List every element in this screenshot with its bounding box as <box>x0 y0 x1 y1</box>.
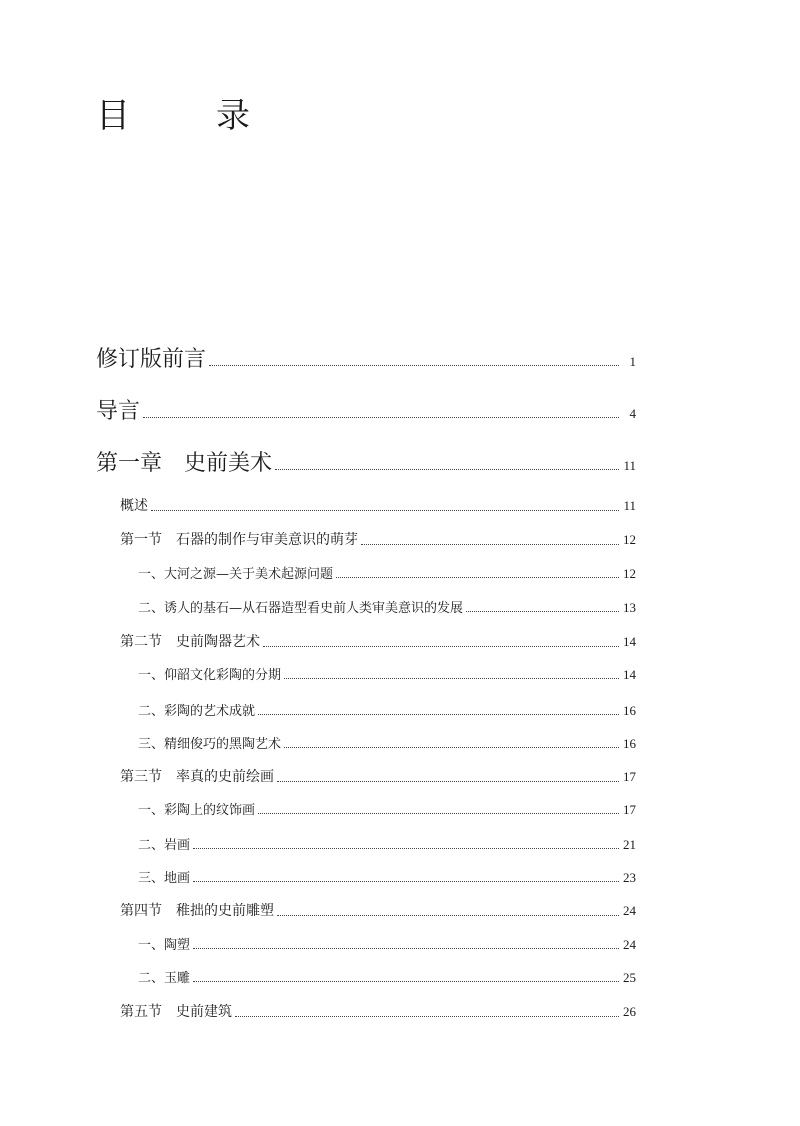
toc-entry-subsection[interactable] <box>138 563 636 582</box>
toc-entry-section-2[interactable] <box>120 631 636 651</box>
toc-entry-label: 第四节 稚拙的史前雕塑 <box>120 903 274 919</box>
toc-page-number: 1 <box>629 354 636 369</box>
toc-entry-label: 三、地画 <box>138 871 191 886</box>
dot-leader <box>466 610 619 612</box>
toc-entry-subsection[interactable] <box>138 867 636 886</box>
toc-page-number: 14 <box>623 667 636 682</box>
dot-leader <box>193 880 619 882</box>
dot-leader <box>258 713 619 715</box>
toc-entry-label: 一、大河之源—关于美术起源问题 <box>138 567 334 582</box>
toc-entry-label: 三、精细俊巧的黑陶艺术 <box>138 737 282 752</box>
toc-page-number: 17 <box>623 802 636 817</box>
toc-entry-label: 一、彩陶上的纹饰画 <box>138 803 256 818</box>
toc-entry-label: 修订版前言 <box>96 347 207 372</box>
dot-leader <box>193 947 619 949</box>
toc-entry-label: 二、诱人的基石—从石器造型看史前人类审美意识的发展 <box>138 601 464 616</box>
dot-leader <box>277 780 619 782</box>
toc-entry-chapter-1[interactable] <box>96 446 636 477</box>
dot-leader <box>209 364 619 366</box>
toc-entry-label: 二、岩画 <box>138 838 191 853</box>
dot-leader <box>284 677 619 679</box>
toc-page-number: 16 <box>623 703 636 718</box>
toc-entry-label: 一、仰韶文化彩陶的分期 <box>138 668 282 683</box>
toc-entry-subsection[interactable] <box>138 733 636 752</box>
toc-page-number: 13 <box>623 600 636 615</box>
toc-entry-label: 概述 <box>120 498 148 514</box>
toc-entry-introduction[interactable] <box>96 394 636 425</box>
toc-entry-label: 第一章 史前美术 <box>96 451 273 476</box>
toc-entry-preface[interactable] <box>96 342 636 373</box>
dot-leader <box>193 847 619 849</box>
toc-page-number: 11 <box>623 458 636 473</box>
dot-leader <box>235 1015 619 1017</box>
dot-leader <box>284 746 619 748</box>
toc-entry-subsection[interactable] <box>138 834 636 853</box>
toc-entry-subsection[interactable] <box>138 967 636 986</box>
toc-page-number: 16 <box>623 736 636 751</box>
toc-entry-label: 二、彩陶的艺术成就 <box>138 704 256 719</box>
toc-page-number: 24 <box>623 937 636 952</box>
dot-leader <box>336 576 619 578</box>
toc-entry-label: 二、玉雕 <box>138 971 191 986</box>
dot-leader <box>263 645 619 647</box>
toc-entry-section-4[interactable] <box>120 900 636 920</box>
dot-leader <box>151 509 619 511</box>
toc-entry-section-3[interactable] <box>120 766 636 786</box>
toc-entry-subsection[interactable] <box>138 597 636 616</box>
dot-leader <box>143 416 619 418</box>
toc-page-number: 26 <box>623 1004 636 1019</box>
dot-leader <box>193 980 619 982</box>
toc-page-number: 11 <box>623 498 636 513</box>
page-title: 目 录 <box>96 96 276 136</box>
dot-leader <box>258 812 619 814</box>
toc-page-number: 12 <box>623 532 636 547</box>
toc-entry-overview[interactable] <box>120 495 636 515</box>
toc-page-number: 25 <box>623 970 636 985</box>
toc-entry-label: 第一节 石器的制作与审美意识的萌芽 <box>120 532 358 548</box>
toc-entry-label: 第五节 史前建筑 <box>120 1004 232 1020</box>
toc-entry-label: 一、陶塑 <box>138 938 191 953</box>
toc-entry-label: 导言 <box>96 399 141 424</box>
dot-leader <box>277 914 619 916</box>
toc-page-number: 17 <box>623 769 636 784</box>
toc-page-number: 24 <box>623 903 636 918</box>
toc-page-number: 4 <box>629 406 636 421</box>
dot-leader <box>361 543 619 545</box>
toc-entry-subsection[interactable] <box>138 700 636 719</box>
toc-entry-section-1[interactable] <box>120 529 636 549</box>
toc-page-number: 14 <box>623 634 636 649</box>
toc-entry-subsection[interactable] <box>138 799 636 818</box>
dot-leader <box>275 468 619 470</box>
toc-entry-section-5[interactable] <box>120 1001 636 1021</box>
toc-page-number: 12 <box>623 566 636 581</box>
toc-entry-label: 第三节 率真的史前绘画 <box>120 769 274 785</box>
toc-entry-subsection[interactable] <box>138 664 636 683</box>
toc-page-number: 23 <box>623 870 636 885</box>
toc-entry-label: 第二节 史前陶器艺术 <box>120 634 260 650</box>
toc-page-number: 21 <box>623 837 636 852</box>
toc-entry-subsection[interactable] <box>138 934 636 953</box>
